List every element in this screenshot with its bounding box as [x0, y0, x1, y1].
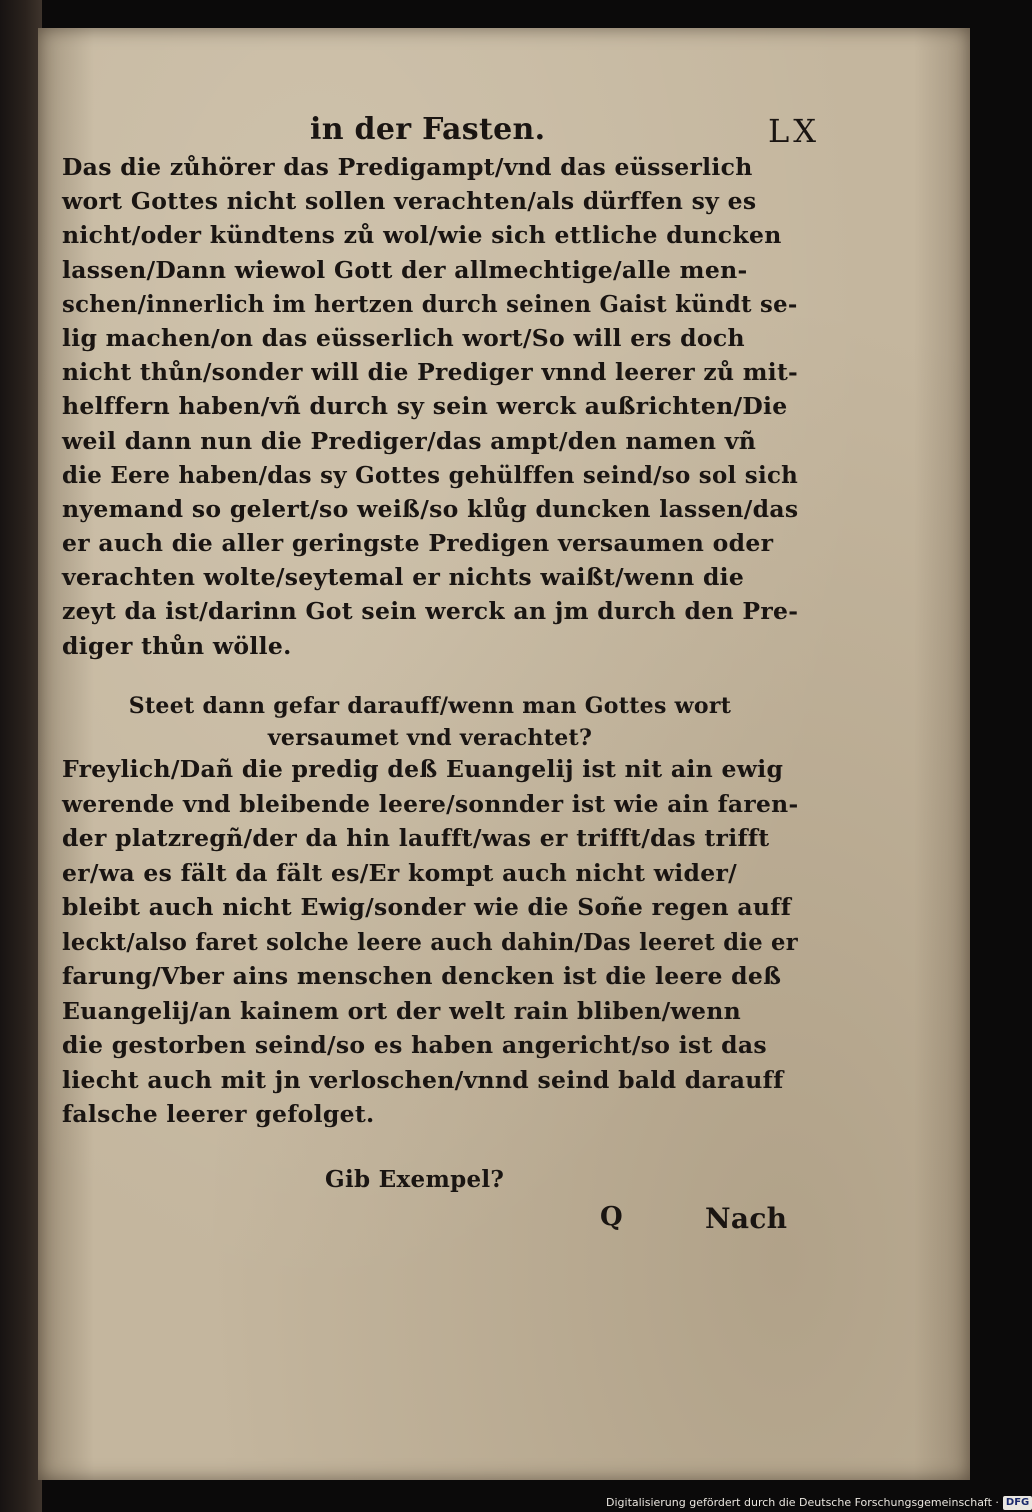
text-line: diger thůn wölle.: [62, 631, 292, 660]
catchword: Nach: [705, 1202, 788, 1235]
signature-mark: Q: [600, 1202, 623, 1232]
text-line: die Eere haben/das sy Gottes gehülffen seind/so sol sich: [62, 460, 799, 489]
text-line: helffern haben/vñ durch sy sein werck außrichten/Die: [62, 392, 788, 421]
text-line: nyemand so gelert/so weiß/so klůg duncken lassen/das: [62, 494, 799, 523]
text-line: wort Gottes nicht sollen verachten/als dürffen sy es: [62, 187, 757, 216]
scan-left-edge: [0, 0, 42, 1512]
heading-line: Steet dann gefar darauff/wenn man Gottes wort: [128, 693, 732, 719]
text-line: er auch die aller geringste Predigen versaumen oder: [62, 529, 774, 558]
text-line: der platzregñ/der da hin laufft/was er trifft/das trifft: [62, 824, 770, 852]
text-line: leckt/also faret solche leere auch dahin/Das leeret die er: [62, 927, 798, 956]
text-line: farung/Vber ains menschen dencken ist die leere deß: [62, 962, 782, 990]
example-heading: Gib Exempel?: [325, 1166, 505, 1193]
text-line: bleibt auch nicht Ewig/sonder wie die Soñe regen auff: [62, 893, 792, 921]
text-line: verachten wolte/seytemal er nichts waißt/wenn die: [62, 563, 745, 592]
text-line: weil dann nun die Prediger/das ampt/den namen vñ: [62, 426, 757, 455]
text-line: lig machen/on das eüsserlich wort/So will ers doch: [62, 323, 745, 352]
text-line: er/wa es fält da fält es/Er kompt auch nicht wider/: [62, 858, 738, 887]
dfg-logo-icon: DFG: [1003, 1496, 1032, 1510]
text-line: falsche leerer gefolget.: [62, 1100, 375, 1128]
paragraph-1: [62, 150, 798, 663]
scan-right-edge: [970, 0, 1000, 1512]
text-line: zeyt da ist/darinn Got sein werck an jm durch den Pre-: [62, 597, 799, 626]
text-line: die gestorben seind/so es haben angericht/so ist das: [62, 1031, 767, 1059]
text-line: Euangelij/an kainem ort der welt rain bliben/wenn: [62, 996, 742, 1025]
running-head-title: in der Fasten.: [310, 112, 546, 147]
text-line: Das die zůhörer das Predigampt/vnd das eüsserlich: [62, 153, 753, 181]
folio-number: LX: [767, 112, 820, 150]
text-line: nicht thůn/sonder will die Prediger vnnd leerer zů mit-: [62, 358, 799, 387]
text-line: werende vnd bleibende leere/sonnder ist wie ain faren-: [62, 789, 799, 818]
heading-line: versaumet vnd verachtet?: [267, 725, 593, 751]
text-line: lassen/Dann wiewol Gott der allmechtige/alle men-: [62, 255, 748, 284]
question-heading: [62, 690, 798, 754]
text-line: schen/innerlich im hertzen durch seinen Gaist kündt se-: [62, 289, 798, 318]
text-line: liecht auch mit jn verloschen/vnnd seind bald darauff: [62, 1065, 784, 1094]
paragraph-2: [62, 752, 798, 1132]
text-line: Freylich/Dañ die predig deß Euangelij ist nit ain ewig: [62, 755, 784, 783]
text-line: nicht/oder kündtens zů wol/wie sich ettliche duncken: [62, 221, 782, 250]
footer-text: Digitalisierung gefördert durch die Deutsche Forschungsgemeinschaft ·: [606, 1496, 999, 1509]
digitization-footer: [606, 1494, 1030, 1512]
